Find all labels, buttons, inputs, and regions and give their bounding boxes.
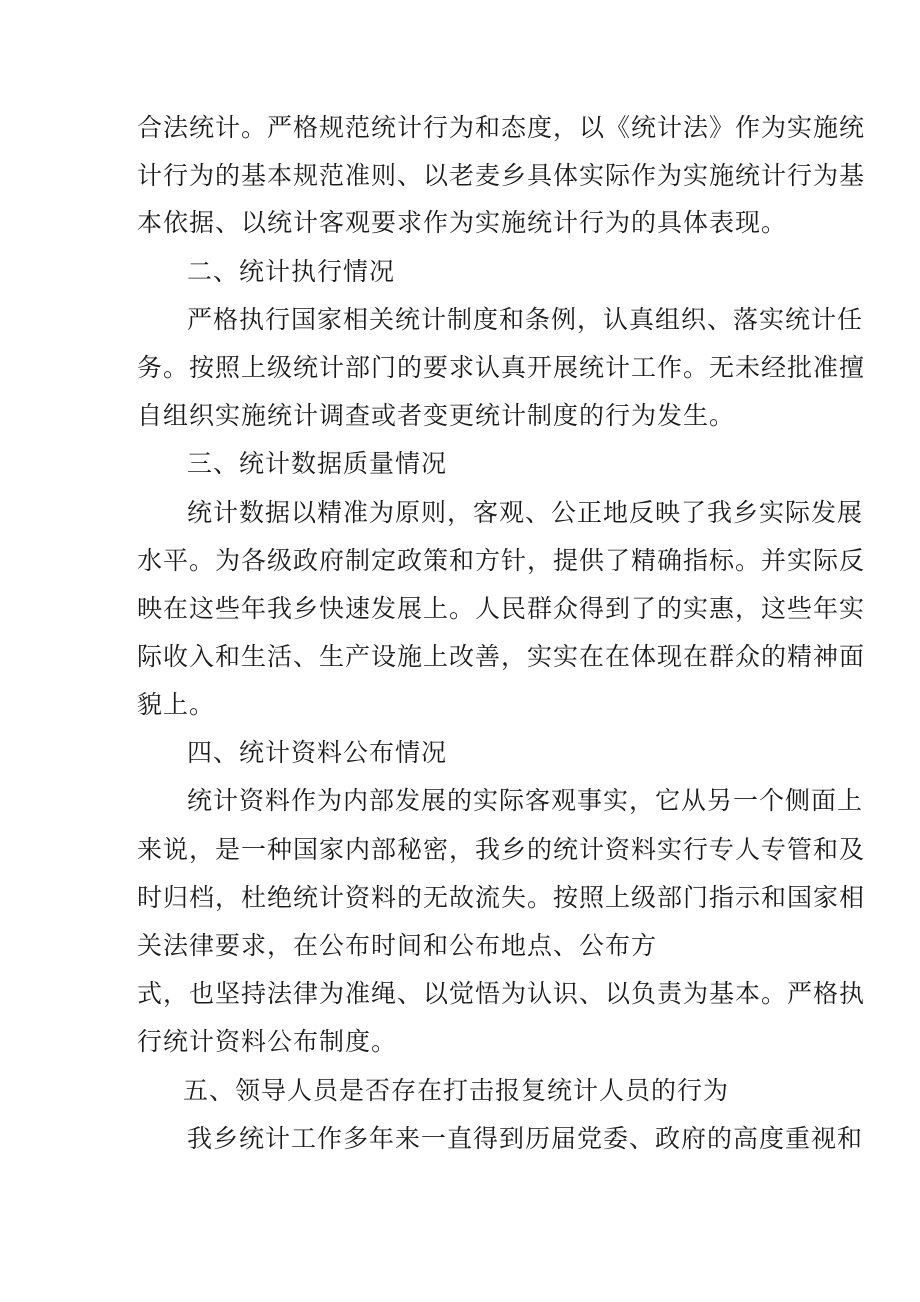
text-line: 时归档，杜绝统计资料的无故流失。按照上级部门指示和国家相 (137, 883, 866, 912)
section-heading-2: 二、统计执行情况 (187, 257, 396, 286)
text-line: 行统计资料公布制度。 (137, 1027, 398, 1056)
text-line: 本依据、以统计客观要求作为实施统计行为的具体表现。 (137, 208, 788, 237)
text-line: 水平。为各级政府制定政策和方针，提供了精确指标。并实际反 (137, 546, 866, 575)
section-heading-5: 五、领导人员是否存在打击报复统计人员的行为 (183, 1076, 730, 1105)
text-line: 自组织实施统计调查或者变更统计制度的行为发生。 (137, 401, 736, 430)
text-line: 貌上。 (137, 690, 216, 719)
section-heading-4: 四、统计资料公布情况 (187, 738, 448, 767)
text-line: 严格执行国家相关统计制度和条例，认真组织、落实统计任 (187, 305, 864, 334)
text-line: 统计资料作为内部发展的实际客观事实，它从另一个侧面上 (187, 786, 864, 815)
text-line: 关法律要求，在公布时间和公布地点、公布方 (137, 931, 658, 960)
text-line: 统计数据以精准为原则，客观、公正地反映了我乡实际发展 (187, 498, 864, 527)
text-line: 映在这些年我乡快速发展上。人民群众得到了的实惠，这些年实 (137, 594, 866, 623)
section-heading-3: 三、统计数据质量情况 (187, 449, 448, 478)
text-line: 我乡统计工作多年来一直得到历届党委、政府的高度重视和 (187, 1124, 864, 1153)
text-line: 计行为的基本规范准则、以老麦乡具体实际作为实施统计行为基 (137, 161, 866, 190)
text-line: 合法统计。严格规范统计行为和态度，以《统计法》作为实施统 (137, 113, 866, 142)
text-line: 来说，是一种国家内部秘密，我乡的统计资料实行专人专管和及 (137, 835, 866, 864)
text-line: 务。按照上级统计部门的要求认真开展统计工作。无未经批准擅 (137, 353, 866, 382)
text-line: 式，也坚持法律为准绳、以觉悟为认识、以负责为基本。严格执 (137, 979, 866, 1008)
text-line: 际收入和生活、生产设施上改善，实实在在体现在群众的精神面 (137, 642, 866, 671)
